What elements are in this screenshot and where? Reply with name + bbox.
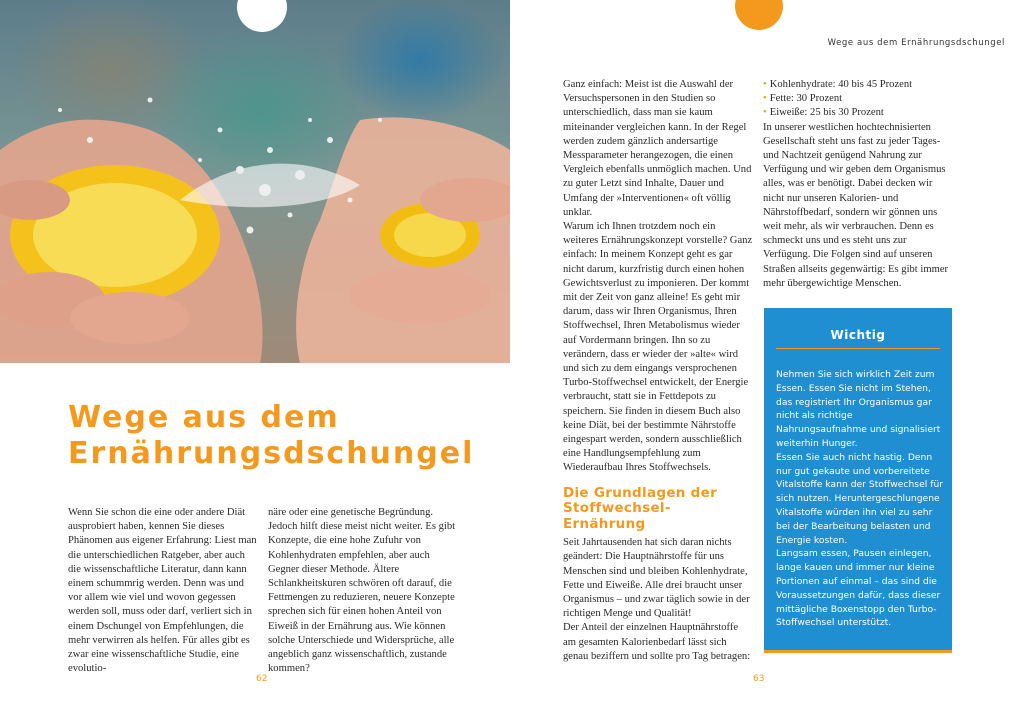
info-box-paragraph: Nehmen Sie sich wirklich Zeit zum Essen. Essen Sie nicht im Stehen, das registriert Ihr Organismus gar nicht als richtige Nahrungsaufnahme und signalisiert weiterhin Hunger. xyxy=(776,369,941,449)
body-column-1 xyxy=(68,506,258,676)
body-column-3 xyxy=(563,78,753,664)
body-column-2 xyxy=(268,506,458,676)
bullet-dot-icon: • xyxy=(763,107,767,119)
chapter-title xyxy=(68,400,488,472)
paragraph: In unserer westlichen hochtechnisierten Gesellschaft steht uns fast zu jeder Tages- und Nachtzeit genügend Nahrung zur Verfügung und wir geben dem Organismus alles, was er benötigt. Dabei decken wir nicht nur unseren Kalorien- und Nährstoffbedarf, sondern wir gönnen uns weit mehr, als wir verbrauchen. Denn es schmeckt uns und es steht uns zur Verfügung. Die Folgen sind auf unseren Straßen allseits gegenwärtig: Es gibt immer mehr übergewichtige Menschen. xyxy=(763,121,949,289)
photo-illustration xyxy=(0,0,510,363)
paragraph: Wenn Sie schon die eine oder andere Diät ausprobiert haben, kennen Sie dieses Phänomen aus eigener Erfahrung: Liest man die unterschiedlichen Ratgeber, aber auch die wissenschaftliche Literatur, dann kann einem schummrig werden. Denn was und vor allem wie viel und wovon gegessen werden soll, muss oder darf, verliert sich in einem Dschungel von Empfehlungen, die mehr verwirren als helfen. Für alles gibt es zwar eine wissenschaftliche Studie, eine evolutio- xyxy=(68,507,257,675)
paragraph: Seit Jahrtausenden hat sich daran nichts geändert: Die Hauptnährstoffe für uns Menschen sind und bleiben Kohlenhydrate, Fette und Eiweiße. Alle drei braucht unser Organismus – und zwar täglich sowie in der richtigen Menge und Qualität! xyxy=(563,537,750,620)
info-box-paragraph: Langsam essen, Pausen einlegen, lange kauen und immer nur kleine Portionen auf einmal – das sind die Voraussetzungen dafür, dass dieser mittägliche Boxenstopp den Turbo-Stoffwechsel unterstützt. xyxy=(776,548,941,629)
chapter-title-line2: Ernährungsdschungel xyxy=(68,436,475,471)
body-column-4 xyxy=(763,78,953,291)
bullet-item: • Fette: 30 Prozent xyxy=(763,93,843,105)
paragraph: Warum ich Ihnen trotzdem noch ein weiteres Ernährungskonzept vorstelle? Ganz einfach: In meinem Konzept geht es gar nicht darum, kurzfristig durch einen hohen Gewichtsverlust zu imponieren. Der kommt mit der Zeit von ganz alleine! Es geht mir darum, dass wir Ihren Organismus, Ihren Stoffwechsel, Ihren Metabolismus wieder auf Vordermann bringen. Ihn so zu verändern, dass er wieder der »alte« wird und sich zu dem eingangs versprochenen Turbo-Stoffwechsel entwickelt, der Energie verbraucht, statt sie in Fettdepots zu speichern. Sie finden in diesem Buch also keine Diät, bei der bestimmte Nährstoffe eingespart werden, sondern ausschließlich eine Handlungsempfehlung zum Wiederaufbau Ihres Stoffwechsels. xyxy=(563,221,753,474)
page-number-left: 62 xyxy=(256,674,268,684)
bullet-item: • Kohlenhydrate: 40 bis 45 Prozent xyxy=(763,79,913,90)
info-box-paragraph: Essen Sie auch nicht hastig. Denn nur gut gekaute und vorbereitete Vitalstoffe kann der Stoffwechsel für sich nutzen. Heruntergeschlungene Vitalstoffe würden ihn viel zu sehr bei der Bearbeitung belasten und Energie kosten. xyxy=(776,451,944,546)
bullet-item: • Eiweiße: 25 bis 30 Prozent xyxy=(763,107,884,119)
paragraph: Der Anteil der einzelnen Hauptnährstoffe am gesamten Kalorienbedarf lässt sich genau beziffern und sollte pro Tag betragen: xyxy=(563,622,751,662)
bullet-dot-icon: • xyxy=(763,79,767,90)
right-page xyxy=(510,0,1020,710)
section-subheading: Die Grundlagen der Stoffwechsel-Ernährung xyxy=(563,484,718,532)
info-box-text xyxy=(776,368,944,630)
info-box-important xyxy=(764,308,952,653)
info-box-divider xyxy=(776,348,940,349)
paragraph: Ganz einfach: Meist ist die Auswahl der Versuchspersonen in den Studien so unterschiedlich, dass man sie kaum miteinander vergleichen kann. In der Regel werden zudem gänzlich andersartige Messparameter herangezogen, die einen Vergleich ebenfalls unmöglich machen. Und zu guter Letzt sind Inhalte, Dauer und Umfang der »Interventionen« oft völlig unklar. xyxy=(563,79,752,218)
info-box-title: Wichtig xyxy=(830,328,886,342)
page-number-right: 63 xyxy=(753,674,765,684)
bullet-dot-icon: • xyxy=(763,93,767,105)
chapter-title-line1: Wege aus dem xyxy=(68,400,340,435)
lemon-splash-photo xyxy=(0,0,510,363)
decorative-circle-orange xyxy=(735,0,783,30)
paragraph: näre oder eine genetische Begründung. Jedoch hilft diese meist nicht weiter. Es gibt Konzepte, die eine hohe Zufuhr von Kohlenhydraten empfehlen, aber auch Gegner dieser Methode. Ältere Schlankheitskuren schwören oft darauf, die Fettmengen zu reduzieren, neuere Konzepte sprechen sich für einen hohen Anteil von Eiweiß in der Ernährung aus. Wie können solche Unterschiede und Widersprüche, alle angeblich ganz wissenschaftlich, zustande kommen? xyxy=(268,507,456,675)
running-head: Wege aus dem Ernährungsdschungel xyxy=(827,38,1005,48)
